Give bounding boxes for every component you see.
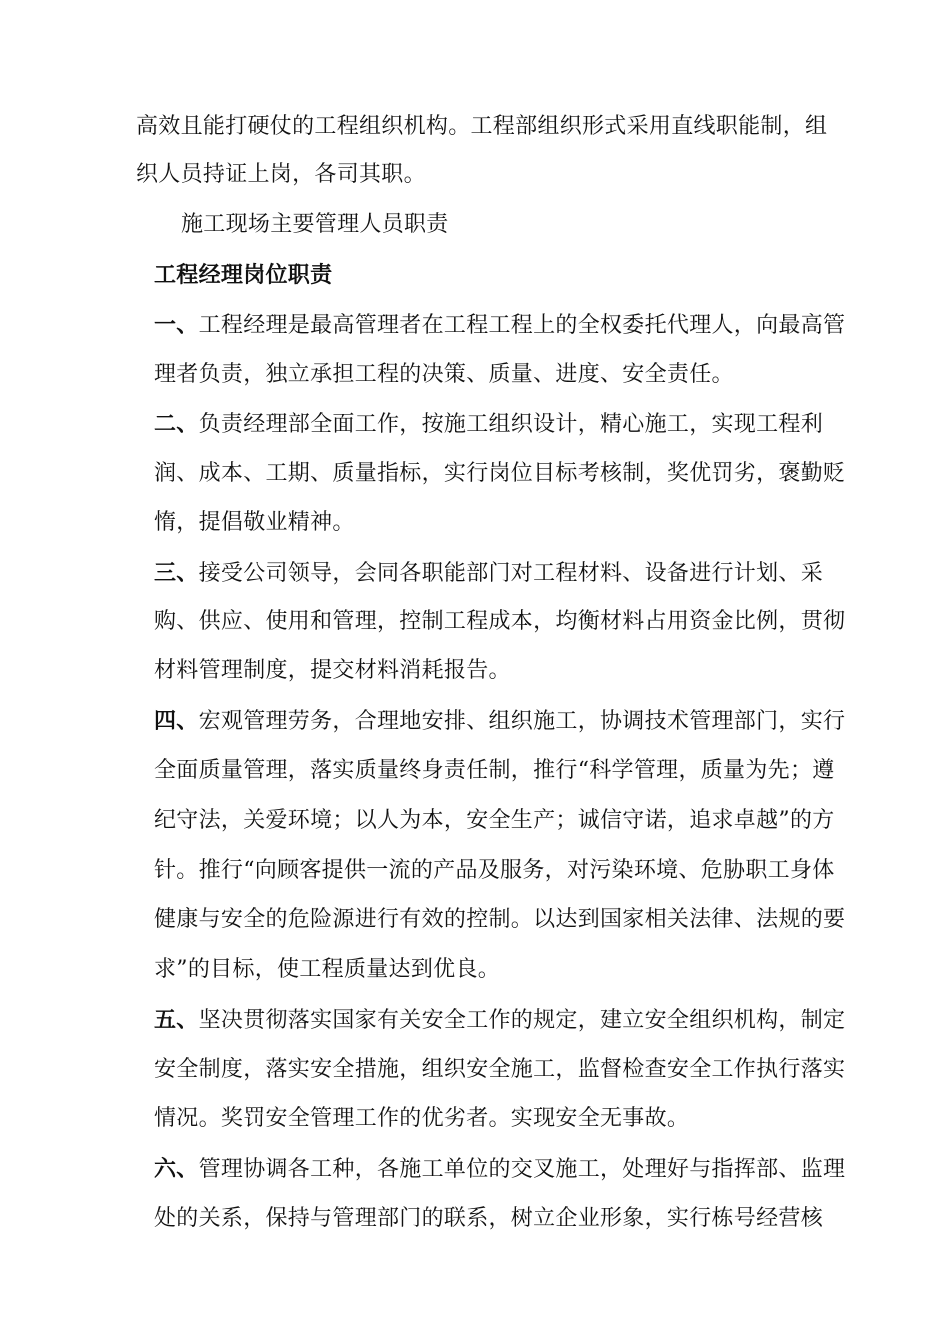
intro-line-1: 高效且能打硬仗的工程组织机构。工程部组织形式采用直线职能制，组: [136, 114, 828, 139]
item-1-text: 工程经理是最高管理者在工程工程上的全权委托代理人，向最高管: [198, 313, 846, 338]
item-2-number: 二、: [154, 411, 199, 437]
item-5-text: 坚决贯彻落实国家有关安全工作的规定，建立安全组织机构，制定: [198, 1008, 846, 1033]
item-5-line-2: 安全制度，落实安全措施，组织安全施工，监督检查安全工作执行落实: [154, 1057, 846, 1082]
section-title: 施工现场主要管理人员职责: [181, 212, 449, 237]
item-1-number: 一、: [154, 312, 199, 338]
item-2-line-2: 润、成本、工期、质量指标，实行岗位目标考核制，奖优罚劣，褒勤贬: [154, 461, 846, 486]
item-2-text: 负责经理部全面工作，按施工组织设计，精心施工，实现工程利: [198, 412, 824, 437]
intro-line-2: 织人员持证上岗，各司其职。: [136, 162, 426, 187]
item-5-line-3: 情况。奖罚安全管理工作的优劣者。实现安全无事故。: [154, 1106, 690, 1131]
item-5-number: 五、: [154, 1007, 199, 1033]
item-3-text: 接受公司领导，会同各职能部门对工程材料、设备进行计划、采: [198, 561, 824, 586]
item-2-line-3: 惰，提倡敬业精神。: [154, 510, 355, 535]
item-4-line-4: 针。推行“向顾客提供一流的产品及服务，对污染环境、危胁职工身体: [154, 858, 835, 883]
item-4-line-2: 全面质量管理，落实质量终身责任制，推行“科学管理，质量为先；遵: [154, 758, 835, 783]
item-4-line-5: 健康与安全的危险源进行有效的控制。以达到国家相关法律、法规的要: [154, 907, 846, 932]
item-3-number: 三、: [154, 560, 199, 586]
item-4-line-6: 求”的目标，使工程质量达到优良。: [154, 957, 501, 982]
item-3-line-3: 材料管理制度，提交材料消耗报告。: [154, 658, 511, 683]
item-6-number: 六、: [154, 1156, 199, 1182]
item-4-text: 宏观管理劳务，合理地安排、组织施工，协调技术管理部门，实行: [198, 709, 846, 734]
item-1-first-line: [154, 310, 845, 341]
heading: 工程经理岗位职责: [154, 262, 333, 288]
item-4-first-line: [154, 706, 845, 737]
item-6-first-line: [154, 1154, 845, 1185]
item-4-number: 四、: [154, 708, 199, 734]
item-3-line-2: 购、供应、使用和管理，控制工程成本，均衡材料占用资金比例，贯彻: [154, 609, 846, 634]
item-5-first-line: [154, 1005, 845, 1036]
item-1-line-2: 理者负责，独立承担工程的决策、质量、进度、安全责任。: [154, 362, 734, 387]
item-6-text: 管理协调各工种，各施工单位的交叉施工，处理好与指挥部、监理: [198, 1157, 846, 1182]
item-3-first-line: [154, 558, 823, 589]
item-6-line-2: 处的关系，保持与管理部门的联系，树立企业形象，实行栋号经营核: [154, 1206, 824, 1231]
item-2-first-line: [154, 409, 823, 440]
item-4-line-3: 纪守法，关爱环境；以人为本，安全生产；诚信守诺，追求卓越”的方: [154, 808, 835, 833]
